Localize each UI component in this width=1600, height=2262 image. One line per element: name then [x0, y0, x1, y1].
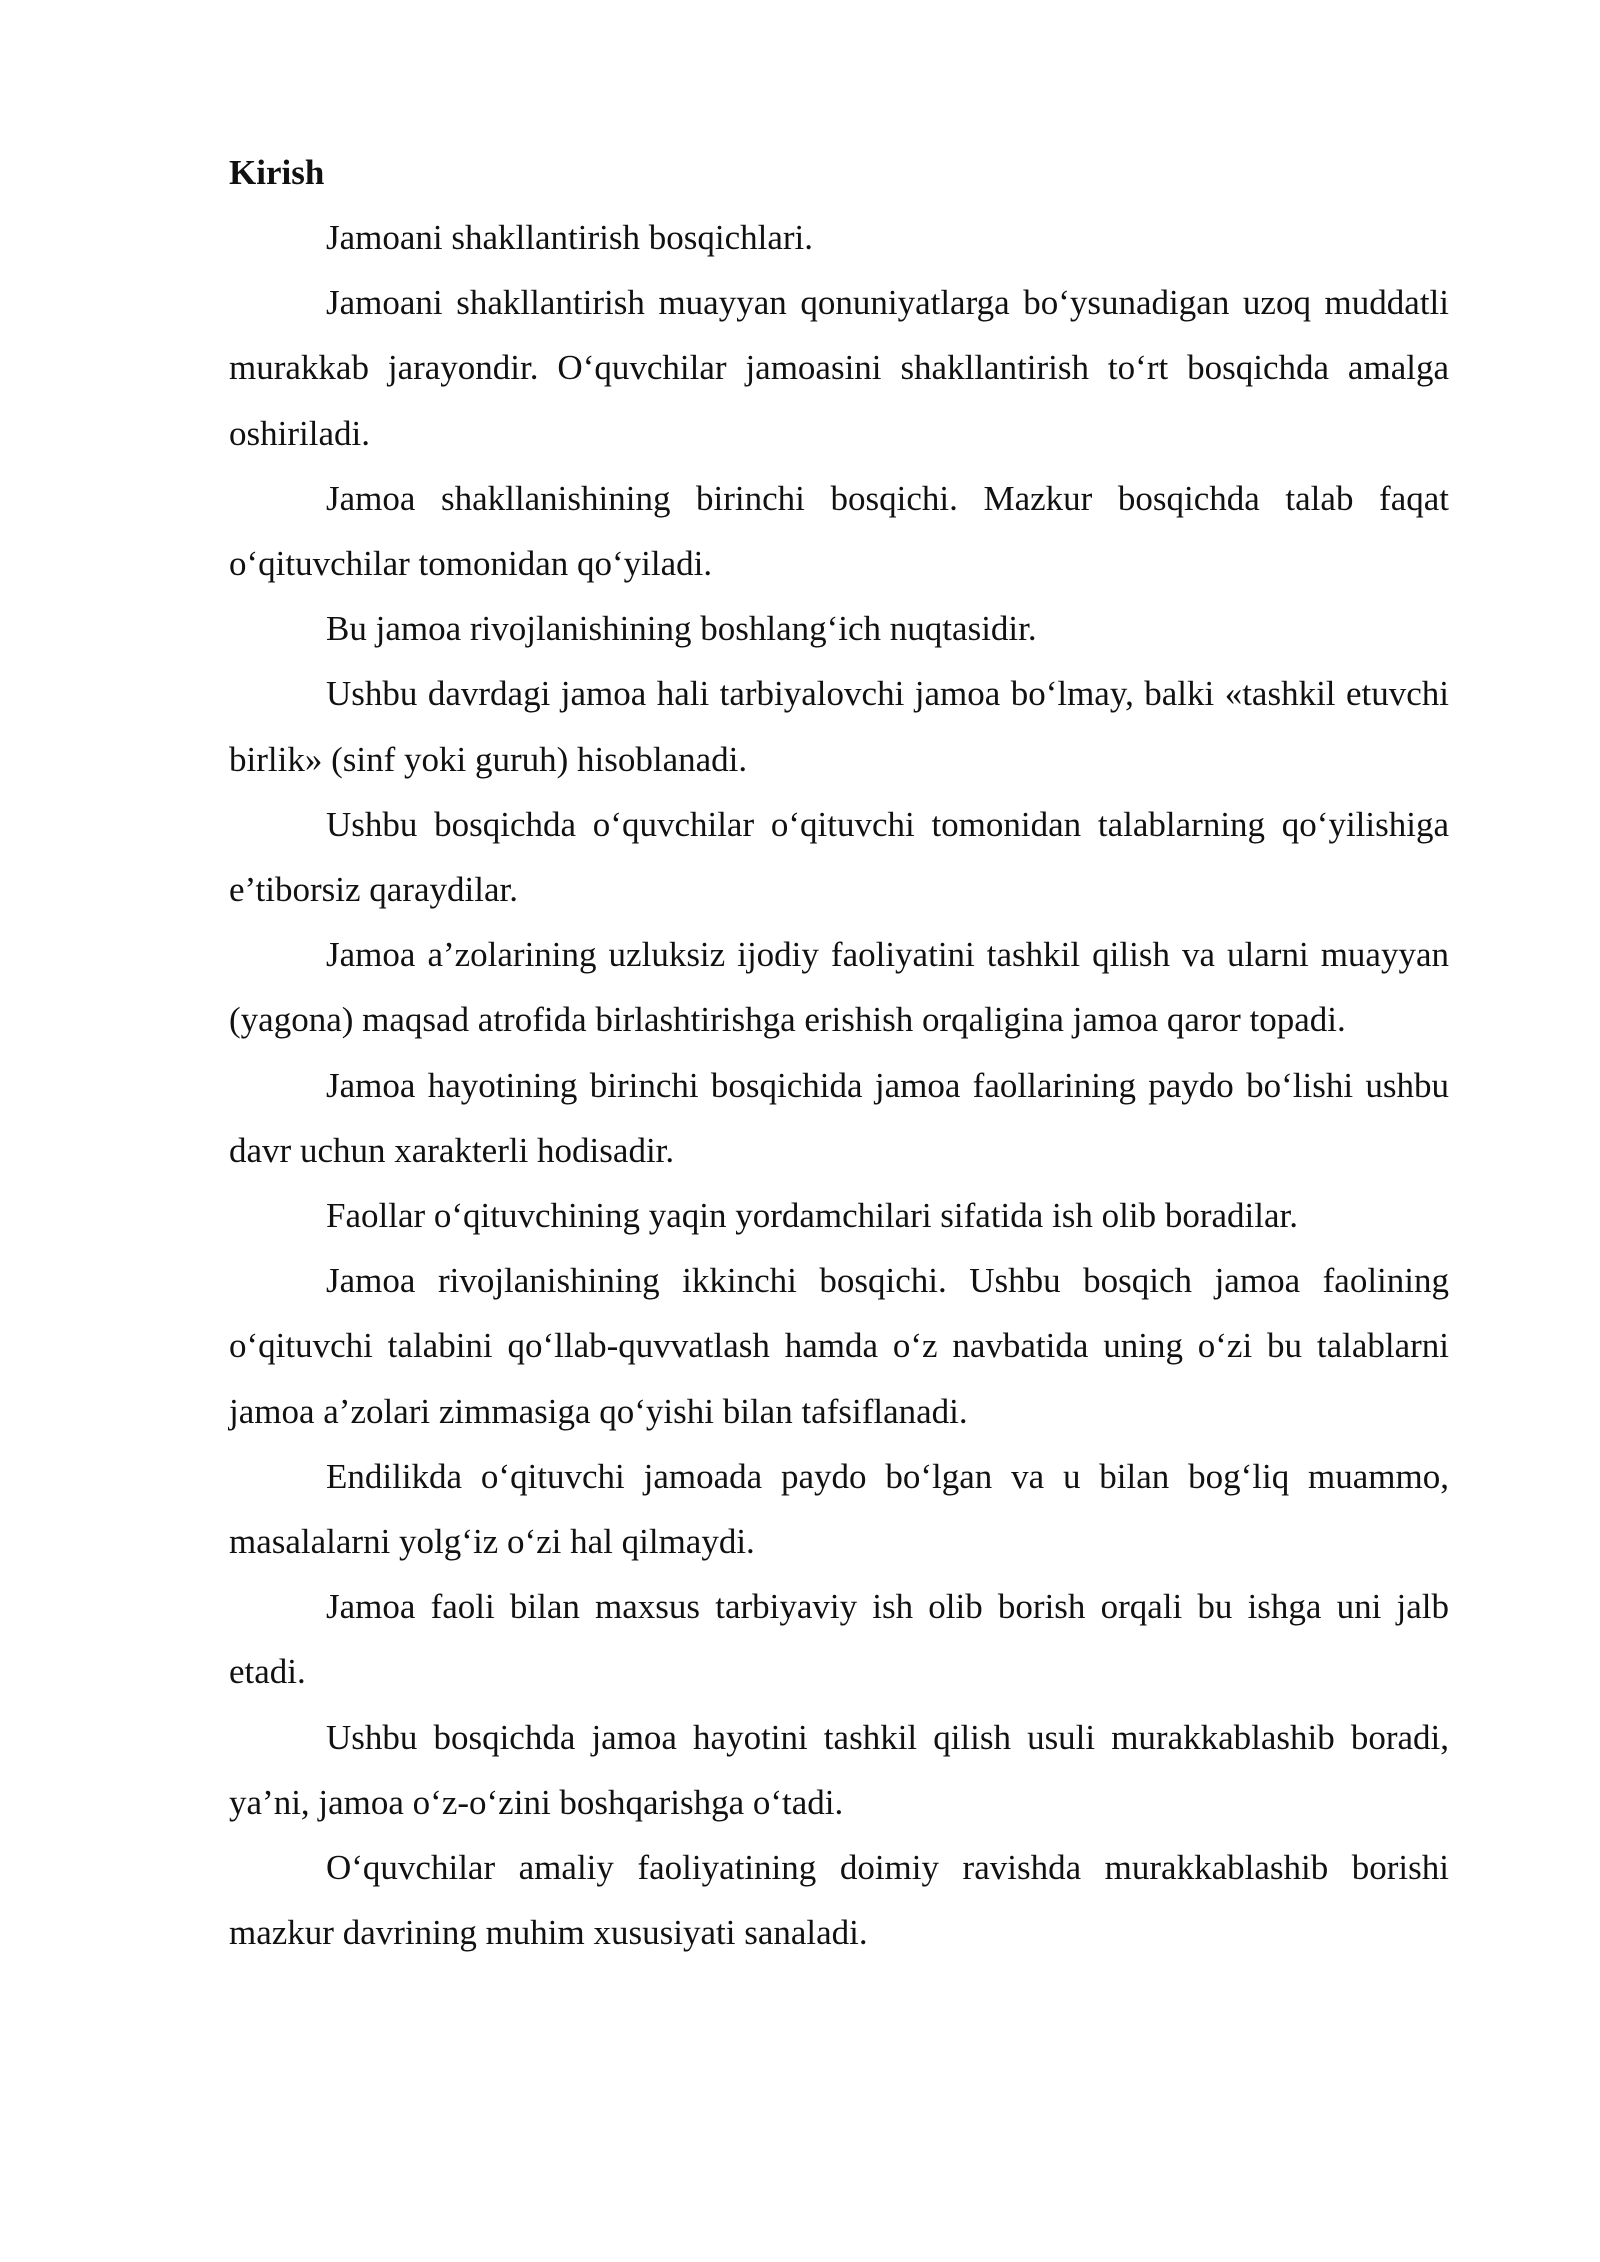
paragraph-7: Jamoa a’zolarining uzluksiz ijodiy faoliyatini tashkil qilish va ularni muayyan (yagona) maqsad atrofida birlashtirishga erishish orqaligina jamoa qaror topadi. [229, 935, 1449, 1040]
paragraph-8: Jamoa hayotining birinchi bosqichida jamoa faollarining paydo bo‘lishi ushbu davr uchun xarakterli hodisadir. [229, 1065, 1449, 1170]
paragraph-12: Jamoa faoli bilan maxsus tarbiyaviy ish olib borish orqali bu ishga uni jalb etadi. [229, 1587, 1449, 1692]
paragraph-13: Ushbu bosqichda jamoa hayotini tashkil qilish usuli murakkablashib boradi, ya’ni, jamoa o‘z-o‘zini boshqarishga o‘tadi. [229, 1717, 1449, 1822]
paragraph-3: Jamoa shakllanishining birinchi bosqichi. Mazkur bosqichda talab faqat o‘qituvchilar tomonidan qo‘yiladi. [229, 478, 1449, 584]
paragraph-14: O‘quvchilar amaliy faoliyatining doimiy ravishda murakkablashib borishi mazkur davrining muhim xususiyati sanaladi. [229, 1848, 1449, 1953]
paragraph-11: Endilikda o‘qituvchi jamoada paydo bo‘lgan va u bilan bog‘liq muammo, masalalarni yolg‘iz o‘zi hal qilmaydi. [229, 1456, 1449, 1562]
paragraph-9: Faollar o‘qituvchining yaqin yordamchilari sifatida ish olib boradilar. [326, 1196, 1299, 1236]
paragraph-4: Bu jamoa rivojlanishining boshlang‘ich nuqtasidir. [326, 609, 1037, 649]
paragraph-6: Ushbu bosqichda o‘quvchilar o‘qituvchi tomonidan talablarning qo‘yilishiga e’tiborsiz qaraydilar. [229, 804, 1449, 910]
section-heading: Kirish [229, 153, 325, 192]
paragraph-10: Jamoa rivojlanishining ikkinchi bosqichi. Ushbu bosqich jamoa faolining o‘qituvchi talabini qo‘llab-quvvatlash hamda o‘z navbatida uning o‘zi bu talablarni jamoa a’zolari zimmasiga qo‘yishi bilan tafsiflanadi. [229, 1261, 1449, 1431]
paragraph-2: Jamoani shakllantirish muayyan qonuniyatlarga bo‘ysunadigan uzoq muddatli murakkab jarayondir. O‘quvchilar jamoasini shakllantirish to‘rt bosqichda amalga oshiriladi. [229, 283, 1449, 453]
document-page [229, 140, 1449, 1965]
paragraph-1: Jamoani shakllantirish bosqichlari. [326, 218, 813, 257]
paragraph-5: Ushbu davrdagi jamoa hali tarbiyalovchi jamoa bo‘lmay, balki «tashkil etuvchi birlik» (sinf yoki guruh) hisoblanadi. [229, 674, 1449, 779]
